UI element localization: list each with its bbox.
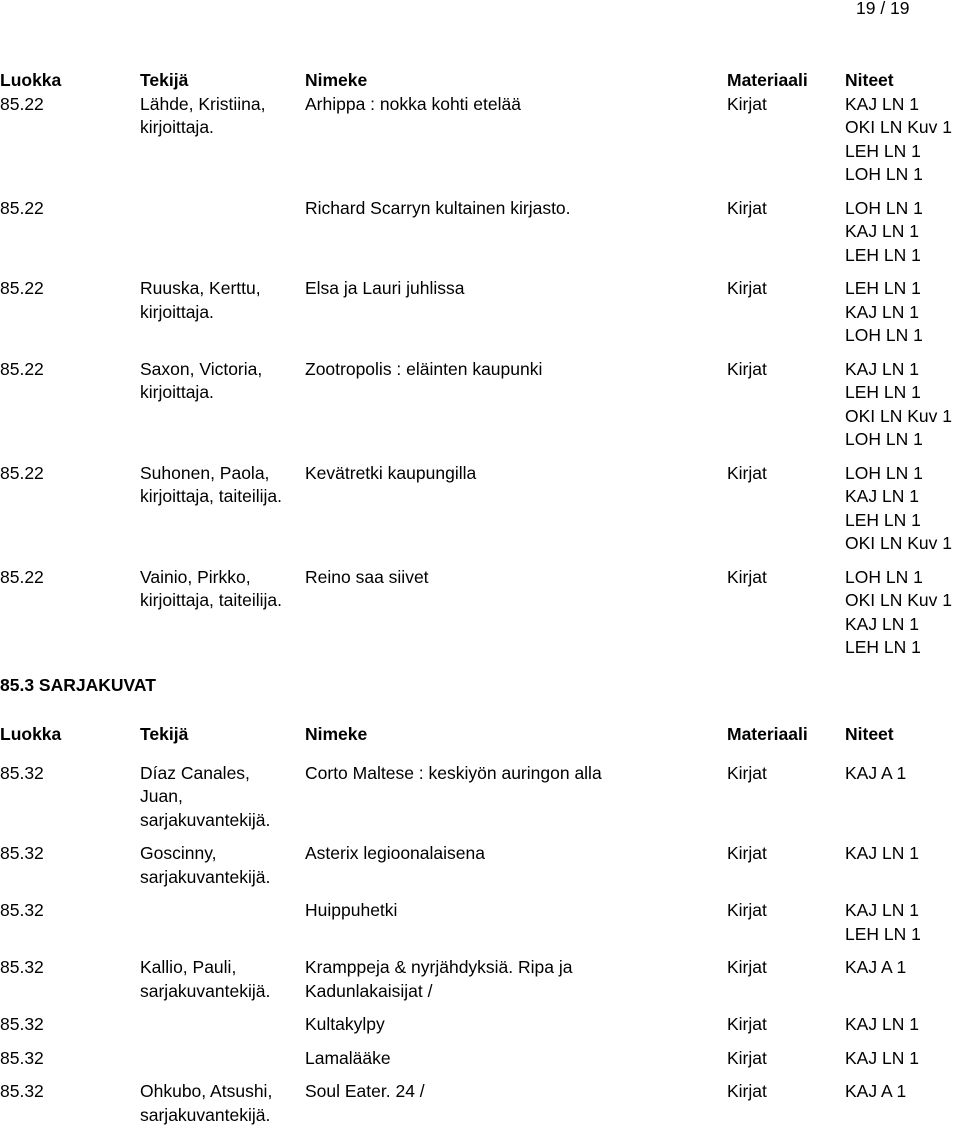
tekija-line: kirjoittaja. [140,301,310,325]
niteet-line: KAJ LN 1 [845,1013,919,1037]
nimeke-cell [305,842,715,866]
tekija-line: sarjakuvantekijä. [140,980,310,1004]
niteet-cell [845,956,906,980]
niteet-line: LEH LN 1 [845,923,921,947]
nimeke-line: Richard Scarryn kultainen kirjasto. [305,197,715,221]
niteet-line: KAJ LN 1 [845,301,923,325]
table-row [0,93,960,197]
table-row [0,1047,960,1081]
nimeke-line: Kramppeja & nyrjähdyksiä. Ripa ja [305,956,715,980]
nimeke-line: Reino saa siivet [305,566,715,590]
tekija-cell [140,358,310,405]
materiaali-cell: Kirjat [727,842,767,866]
header-niteet: Niteet [845,723,894,747]
tekija-cell [140,566,310,613]
niteet-cell [845,197,923,268]
niteet-line: LEH LN 1 [845,509,952,533]
tekija-line: kirjoittaja, taiteilija. [140,589,310,613]
tekija-line: Suhonen, Paola, [140,462,310,486]
table-row [0,1013,960,1047]
tekija-line: Goscinny, [140,842,310,866]
luokka-cell: 85.22 [0,566,44,590]
materiaali-cell: Kirjat [727,1013,767,1037]
nimeke-cell [305,762,715,786]
table-top [0,69,960,670]
table-row [0,842,960,899]
niteet-cell [845,842,919,866]
luokka-cell: 85.32 [0,1047,44,1071]
nimeke-line: Lamalääke [305,1047,715,1071]
niteet-line: KAJ LN 1 [845,613,952,637]
tekija-line: Lähde, Kristiina, [140,93,310,117]
nimeke-cell [305,277,715,301]
nimeke-cell [305,566,715,590]
page-number: 19 / 19 [856,0,910,21]
tekija-line: Saxon, Victoria, [140,358,310,382]
nimeke-line: Kevätretki kaupungilla [305,462,715,486]
materiaali-cell: Kirjat [727,762,767,786]
nimeke-cell [305,956,715,1003]
header-materiaali: Materiaali [727,69,808,93]
niteet-line: LOH LN 1 [845,324,923,348]
niteet-cell [845,1013,919,1037]
tekija-line: Ruuska, Kerttu, [140,277,310,301]
luokka-cell: 85.32 [0,899,44,923]
tekija-line: kirjoittaja. [140,116,310,140]
table-header [0,69,960,93]
tekija-cell [140,762,310,833]
nimeke-line: Corto Maltese : keskiyön auringon alla [305,762,715,786]
tekija-line: sarjakuvantekijä. [140,809,310,833]
tekija-cell [140,1080,310,1127]
tekija-line: Kallio, Pauli, [140,956,310,980]
niteet-line: KAJ LN 1 [845,1047,919,1071]
table-row [0,956,960,1013]
table-bottom [0,723,960,1137]
luokka-cell: 85.32 [0,1080,44,1104]
tekija-line: sarjakuvantekijä. [140,1104,310,1128]
nimeke-cell [305,899,715,923]
header-nimeke: Nimeke [305,723,715,747]
luokka-cell: 85.22 [0,277,44,301]
niteet-line: KAJ A 1 [845,956,906,980]
tekija-cell [140,956,310,1003]
niteet-line: KAJ A 1 [845,762,906,786]
nimeke-cell [305,197,715,221]
tekija-line: kirjoittaja. [140,381,310,405]
nimeke-cell [305,1080,715,1104]
nimeke-cell [305,1013,715,1037]
nimeke-line: Kadunlakaisijat / [305,980,715,1004]
luokka-cell: 85.32 [0,1013,44,1037]
materiaali-cell: Kirjat [727,899,767,923]
niteet-line: OKI LN Kuv 1 [845,405,952,429]
tekija-line: Ohkubo, Atsushi, [140,1080,310,1104]
niteet-cell [845,899,921,946]
table-body [0,93,960,670]
materiaali-cell: Kirjat [727,93,767,117]
table-row [0,277,960,358]
nimeke-cell [305,462,715,486]
niteet-line: KAJ LN 1 [845,358,952,382]
tekija-line: Vainio, Pirkko, [140,566,310,590]
niteet-line: LEH LN 1 [845,381,952,405]
materiaali-cell: Kirjat [727,566,767,590]
niteet-line: KAJ LN 1 [845,842,919,866]
materiaali-cell: Kirjat [727,197,767,221]
nimeke-line: Huippuhetki [305,899,715,923]
niteet-line: KAJ LN 1 [845,93,952,117]
header-luokka: Luokka [0,723,61,747]
header-tekija: Tekijä [140,69,310,93]
nimeke-line: Soul Eater. 24 / [305,1080,715,1104]
table-header [0,723,960,747]
section-title: 85.3 SARJAKUVAT [0,674,156,698]
niteet-line: LOH LN 1 [845,197,923,221]
nimeke-line: Arhippa : nokka kohti etelää [305,93,715,117]
materiaali-cell: Kirjat [727,277,767,301]
nimeke-line: Kultakylpy [305,1013,715,1037]
materiaali-cell: Kirjat [727,462,767,486]
table-row [0,197,960,278]
luokka-cell: 85.22 [0,358,44,382]
nimeke-cell [305,1047,715,1071]
table-row [0,1080,960,1137]
tekija-line: sarjakuvantekijä. [140,866,310,890]
tekija-cell [140,842,310,889]
tekija-cell [140,277,310,324]
niteet-line: LEH LN 1 [845,636,952,660]
niteet-line: LEH LN 1 [845,140,952,164]
materiaali-cell: Kirjat [727,358,767,382]
niteet-cell [845,762,906,786]
tekija-cell [140,93,310,140]
table-row [0,762,960,843]
niteet-cell [845,358,952,452]
niteet-line: LEH LN 1 [845,277,923,301]
header-tekija: Tekijä [140,723,310,747]
niteet-line: OKI LN Kuv 1 [845,589,952,613]
niteet-cell [845,277,923,348]
niteet-line: KAJ LN 1 [845,899,921,923]
header-materiaali: Materiaali [727,723,808,747]
niteet-cell [845,93,952,187]
niteet-line: OKI LN Kuv 1 [845,532,952,556]
nimeke-line: Elsa ja Lauri juhlissa [305,277,715,301]
niteet-line: LOH LN 1 [845,566,952,590]
nimeke-cell [305,93,715,117]
header-nimeke: Nimeke [305,69,715,93]
table-row [0,462,960,566]
table-body [0,762,960,1137]
header-luokka: Luokka [0,69,61,93]
niteet-cell [845,566,952,660]
niteet-line: LOH LN 1 [845,462,952,486]
nimeke-line: Asterix legioonalaisena [305,842,715,866]
materiaali-cell: Kirjat [727,956,767,980]
niteet-line: LOH LN 1 [845,163,952,187]
niteet-cell [845,462,952,556]
tekija-line: Díaz Canales, [140,762,310,786]
niteet-line: LOH LN 1 [845,428,952,452]
luokka-cell: 85.22 [0,197,44,221]
niteet-cell [845,1047,919,1071]
luokka-cell: 85.22 [0,462,44,486]
tekija-line: Juan, [140,785,310,809]
luokka-cell: 85.32 [0,956,44,980]
tekija-line: kirjoittaja, taiteilija. [140,485,310,509]
materiaali-cell: Kirjat [727,1080,767,1104]
materiaali-cell: Kirjat [727,1047,767,1071]
table-row [0,899,960,956]
luokka-cell: 85.22 [0,93,44,117]
nimeke-line: Zootropolis : eläinten kaupunki [305,358,715,382]
tekija-cell [140,462,310,509]
niteet-line: KAJ A 1 [845,1080,906,1104]
nimeke-cell [305,358,715,382]
niteet-line: KAJ LN 1 [845,485,952,509]
niteet-line: KAJ LN 1 [845,220,923,244]
niteet-line: OKI LN Kuv 1 [845,116,952,140]
niteet-line: LEH LN 1 [845,244,923,268]
luokka-cell: 85.32 [0,762,44,786]
luokka-cell: 85.32 [0,842,44,866]
table-row [0,358,960,462]
table-row [0,566,960,670]
niteet-cell [845,1080,906,1104]
header-niteet: Niteet [845,69,894,93]
